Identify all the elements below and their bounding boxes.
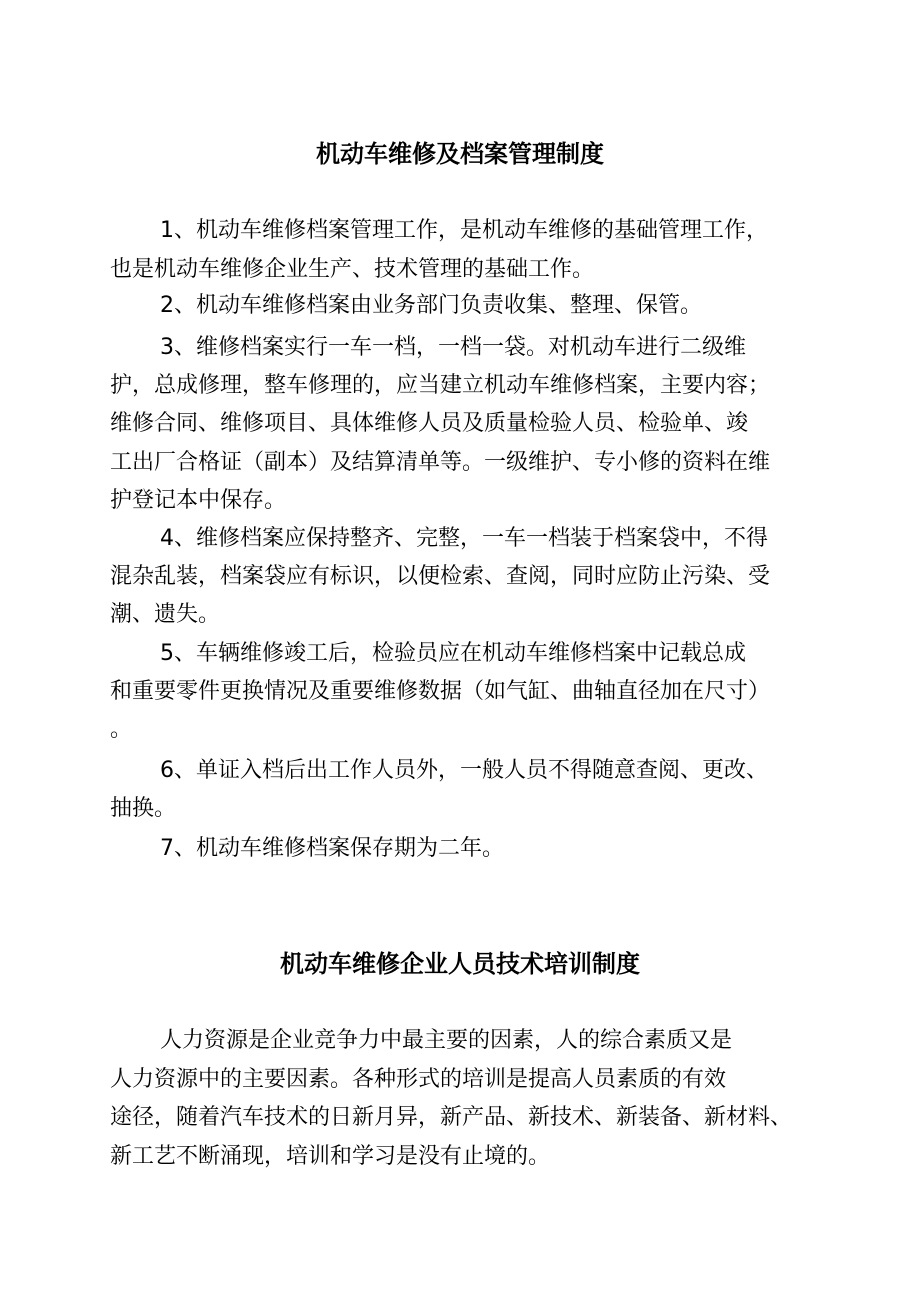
section1-line-8: 护登记本中保存。 bbox=[110, 488, 287, 513]
section1-line-16: 抽换。 bbox=[110, 796, 177, 821]
section1-line-6: 维修合同、维修项目、具体维修人员及质量检验人员、检验单、竣 bbox=[110, 411, 749, 436]
section1-line-4: 3、维修档案实行一车一档，一档一袋。对机动车进行二级维 bbox=[160, 335, 746, 360]
section1-line-13: 和重要零件更换情况及重要维修数据（如气缸、曲轴直径加在尺寸） bbox=[110, 679, 771, 704]
section1-line-9: 4、维修档案应保持整齐、完整，一车一档装于档案袋中，不得 bbox=[160, 526, 768, 551]
section1-line-11: 潮、遗失。 bbox=[110, 602, 221, 627]
section2-line-1: 人力资源是企业竞争力中最主要的因素，人的综合素质又是 bbox=[160, 1028, 733, 1053]
section1-line-3: 2、机动车维修档案由业务部门负责收集、整理、保管。 bbox=[160, 293, 702, 318]
section2-line-4: 新工艺不断涌现，培训和学习是没有止境的。 bbox=[110, 1144, 551, 1169]
section2-title: 机动车维修企业人员技术培训制度 bbox=[280, 950, 640, 978]
section1-line-14: 。 bbox=[110, 717, 133, 742]
section1-line-7: 工出厂合格证（副本）及结算清单等。一级维护、专小修的资料在维 bbox=[110, 450, 771, 475]
section1-line-5: 护，总成修理，整车修理的，应当建立机动车维修档案，主要内容； bbox=[110, 373, 771, 398]
section2-line-2: 人力资源中的主要因素。各种形式的培训是提高人员素质的有效 bbox=[110, 1067, 727, 1092]
section1-title: 机动车维修及档案管理制度 bbox=[316, 140, 604, 168]
section2-line-3: 途径，随着汽车技术的日新月异，新产品、新技术、新装备、新材料、 bbox=[110, 1105, 793, 1130]
section1-line-1: 1、机动车维修档案管理工作，是机动车维修的基础管理工作， bbox=[160, 218, 768, 243]
section1-line-2: 也是机动车维修企业生产、技术管理的基础工作。 bbox=[110, 257, 595, 282]
section1-line-15: 6、单证入档后出工作人员外，一般人员不得随意查阅、更改、 bbox=[160, 758, 768, 783]
section1-line-10: 混杂乱装，档案袋应有标识，以便检索、查阅，同时应防止污染、受 bbox=[110, 564, 771, 589]
section1-line-17: 7、机动车维修档案保存期为二年。 bbox=[160, 836, 504, 861]
section1-line-12: 5、车辆维修竣工后，检验员应在机动车维修档案中记载总成 bbox=[160, 641, 746, 666]
